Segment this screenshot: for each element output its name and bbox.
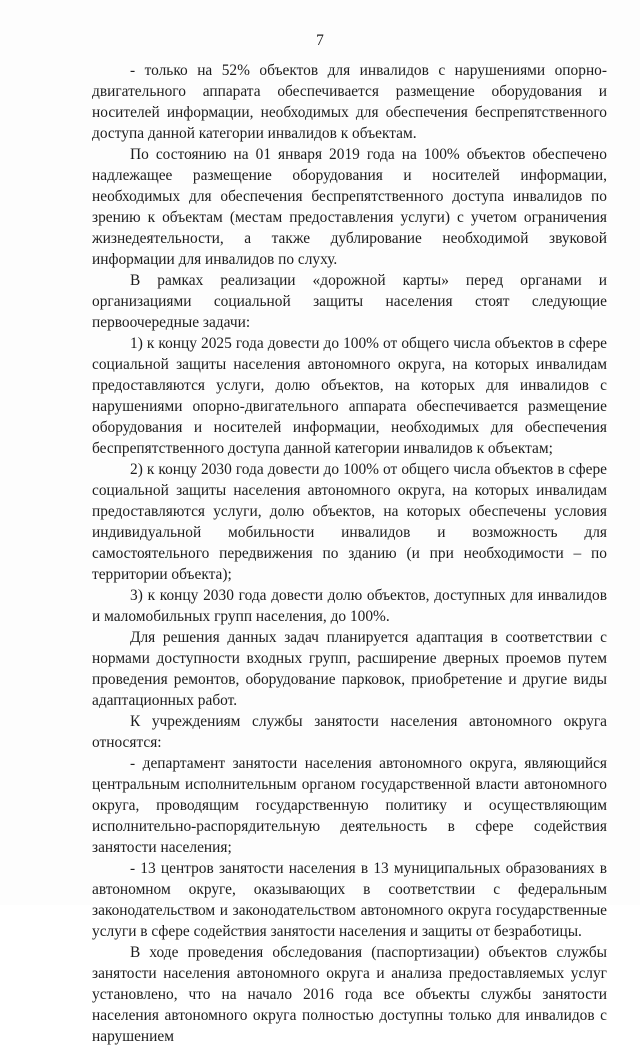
paragraph-musculoskeletal-stat: - только на 52% объектов для инвалидов с нарушениями опорно-двигательного аппарата обеспечивается размещение оборудования и носителей информации, необходимых для обеспечения беспрепятственного доступа данной категории инвалидов к объектам.	[92, 62, 607, 142]
paragraph-vision-access: По состоянию на 01 января 2019 года на 100% объектов обеспечено надлежащее размещение оборудования и носителей информации, необходимых для обеспечения беспрепятственного доступа инвалидов по зрению к объектам (местам предоставления услуги) с учетом ограничения жизнедеятельности, а также дублирование необходимой звуковой информации для инвалидов по слуху.	[92, 146, 607, 268]
paragraph-survey-findings: В ходе проведения обследования (паспортизации) объектов службы занятости населения автономного округа и анализа предоставляемых услуг установлено, что на начало 2016 года все объекты службы занятости населения автономного округа полностью доступны только для инвалидов с нарушением	[92, 944, 607, 1045]
paragraph-adaptation-plan: Для решения данных задач планируется адаптация в соответствии с нормами доступности входных групп, расширение дверных проемов путем проведения ремонтов, оборудование парковок, приобретение и другие виды адаптационных работ.	[92, 629, 607, 709]
document-body	[92, 60, 607, 1047]
paragraph-task-1: 1) к концу 2025 года довести до 100% от общего числа объектов в сфере социальной защиты населения автономного округа, на которых инвалидам предоставляются услуги, долю объектов, на которых для инвалидов с нарушениями опорно-двигательного аппарата обеспечивается размещение оборудования и носителей информации, необходимых для обеспечения беспрепятственного доступа данной категории инвалидов к объектам;	[92, 335, 607, 457]
paragraph-roadmap-intro: В рамках реализации «дорожной карты» перед органами и организациями социальной защиты населения стоят следующие первоочередные задачи:	[92, 272, 607, 331]
paragraph-employment-centers: - 13 центров занятости населения в 13 муниципальных образованиях в автономном округе, оказывающих в соответствии с федеральным законодательством и законодательством автономного округа государственные услуги в сфере содействия занятости населения и защиты от безработицы.	[92, 860, 607, 940]
paragraph-task-3: 3) к концу 2030 года довести долю объектов, доступных для инвалидов и маломобильных групп населения, до 100%.	[92, 587, 607, 625]
paragraph-task-2: 2) к концу 2030 года довести до 100% от общего числа объектов в сфере социальной защиты населения автономного округа, на которых инвалидам предоставляются услуги, долю объектов, на которых обеспечены условия индивидуальной мобильности инвалидов и возможность для самостоятельного передвижения по зданию (и при необходимости – по территории объекта);	[92, 461, 607, 583]
paragraph-employment-intro: К учреждениям службы занятости населения автономного округа относятся:	[92, 713, 607, 751]
page-number: 7	[316, 32, 324, 49]
paragraph-employment-department: - департамент занятости населения автономного округа, являющийся центральным исполнительным органом государственной власти автономного округа, проводящим государственную политику и осуществляющим исполнительно-распорядительную деятельность в сфере содействия занятости населения;	[92, 755, 607, 856]
